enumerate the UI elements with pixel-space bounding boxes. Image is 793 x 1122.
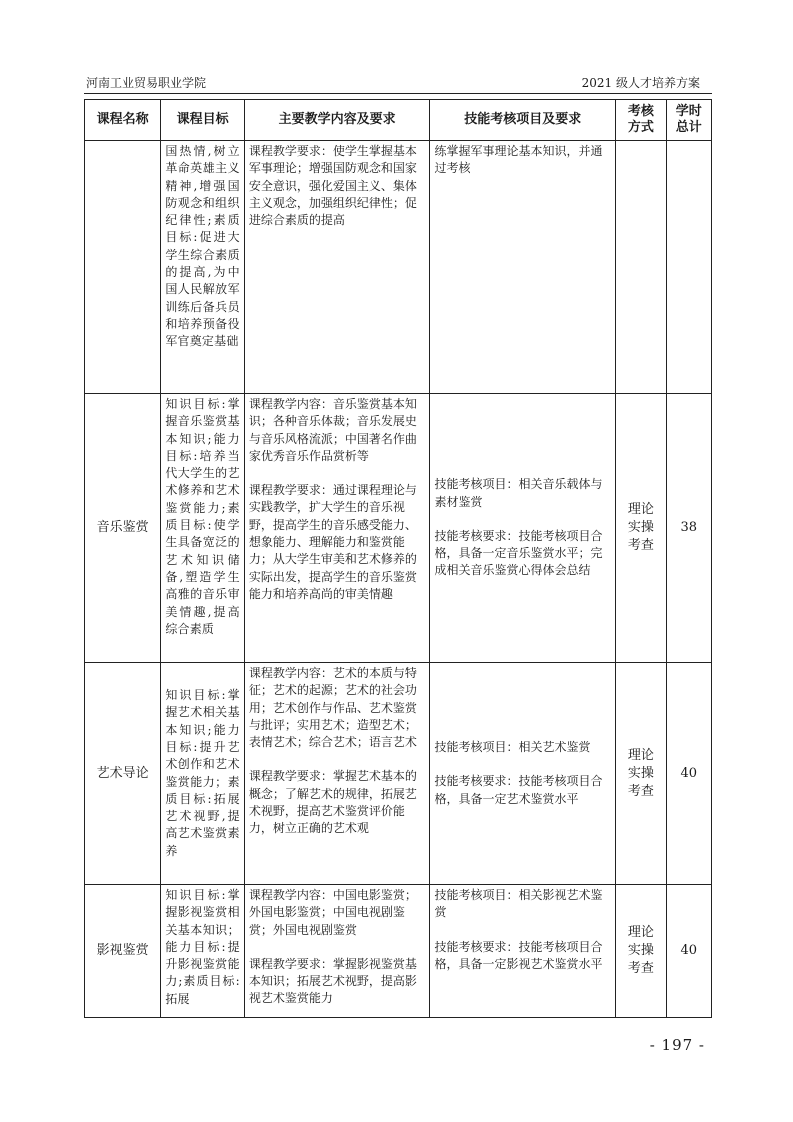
- content-requirement: 课程教学要求：掌握艺术基本的概念；了解艺术的规律，拓展艺术视野，提高艺术鉴赏评价能力，树立正确的艺术观: [248, 769, 417, 836]
- skill-assessment: [430, 141, 616, 394]
- header-course-goal: 课程目标: [161, 100, 245, 141]
- mode-practice: 实操: [627, 520, 654, 535]
- total-hours: [666, 141, 711, 394]
- assessment-mode: [616, 663, 667, 885]
- header-institution: 河南工业贸易职业学院: [86, 76, 207, 90]
- course-goal: 知识目标:掌握音乐鉴赏基本知识;能力目标:培养当代大学生的艺术修养和艺术鉴赏能力;素质目标:使学生具备宽泛的艺术知识储备,塑造学生高雅的音乐审美情趣,提高综合素质: [161, 394, 245, 663]
- skill-project: 技能考核项目：相关影视艺术鉴赏: [434, 888, 603, 920]
- skill-project: 技能考核项目：相关音乐载体与素材鉴赏: [434, 477, 603, 509]
- assessment-mode: [616, 885, 667, 1018]
- page-number: - 197 -: [649, 1036, 705, 1054]
- mode-exam: 考查: [627, 961, 654, 976]
- course-name: 艺术导论: [85, 663, 161, 885]
- course-name: [85, 141, 161, 394]
- table-header-row: [85, 100, 712, 141]
- mode-theory: 理论: [627, 502, 654, 517]
- table-row: [85, 141, 712, 394]
- header-total-hours: [666, 100, 711, 141]
- skill-assessment: [430, 885, 616, 1018]
- course-goal: 国热情,树立革命英雄主义精神,增强国防观念和组织纪律性;素质目标:促进大学生综合素质的提高,为中国人民解放军训练后备兵员和培养预备役军官奠定基础: [161, 141, 245, 394]
- skill-project: 技能考核项目：相关艺术鉴赏: [434, 740, 591, 755]
- course-goal: 知识目标:掌握影视鉴赏相关基本知识；能力目标:提升影视鉴赏能力;素质目标:拓展: [161, 885, 245, 1018]
- header-course-name: 课程名称: [85, 100, 161, 141]
- mode-practice: 实操: [627, 765, 654, 781]
- mode-theory: 理论: [627, 925, 654, 940]
- teaching-content: [244, 885, 430, 1018]
- content-topics: 课程教学内容：音乐鉴赏基本知识；各种音乐体裁；音乐发展史与音乐风格流派；中国著名作曲家优秀音乐作品赏析等: [248, 397, 417, 463]
- header-mode-line1: 考核: [627, 104, 654, 119]
- mode-exam: 考查: [627, 783, 654, 799]
- total-hours: 38: [666, 394, 711, 663]
- teaching-content: [244, 394, 430, 663]
- mode-practice: 实操: [627, 943, 654, 958]
- header-hours-line2: 总计: [675, 120, 702, 135]
- content-requirement: 课程教学要求：通过课程理论与实践教学，扩大学生的音乐视野，提高学生的音乐感受能力、想象能力、理解能力和鉴赏能力；从大学生审美和艺术修养的实际出发，提高学生的音乐鉴赏能力和培养高尚的审美情趣: [248, 483, 417, 601]
- mode-theory: 理论: [627, 747, 654, 763]
- assessment-mode: [616, 394, 667, 663]
- header-divider: [84, 93, 712, 94]
- table-row: [85, 394, 712, 663]
- header-mode-line2: 方式: [627, 120, 654, 135]
- skill-requirement: 技能考核要求：技能考核项目合格，具备一定影视艺术鉴赏水平: [434, 939, 603, 971]
- content-topics: 课程教学内容：中国电影鉴赏；外国电影鉴赏；中国电视剧鉴赏；外国电视剧鉴赏: [248, 888, 417, 937]
- content-requirement: 课程教学要求：掌握影视鉴赏基本知识；拓展艺术视野，提高影视艺术鉴赏能力: [248, 956, 417, 1006]
- skill-assessment: [430, 663, 616, 885]
- total-hours: 40: [666, 885, 711, 1018]
- header-document-title: 2021 级人才培养方案: [581, 76, 700, 90]
- skill-assessment: [430, 394, 616, 663]
- course-name: 影视鉴赏: [85, 885, 161, 1018]
- header-skill-assessment: 技能考核项目及要求: [430, 100, 616, 141]
- skill-text: 练掌握军事理论基本知识，并通过考核: [434, 144, 603, 176]
- course-name: 音乐鉴赏: [85, 394, 161, 663]
- course-goal: 知识目标:掌握艺术相关基本知识;能力目标:提升艺术创作和艺术鉴赏能力；素质目标:拓展艺术视野,提高艺术鉴赏素养: [161, 663, 245, 885]
- teaching-content: [244, 141, 430, 394]
- content-topics: 课程教学内容：艺术的本质与特征；艺术的起源；艺术的社会功用；艺术创作与作品、艺术鉴赏与批评；实用艺术；造型艺术；表情艺术；综合艺术；语言艺术: [248, 666, 417, 750]
- content-requirement: 课程教学要求：使学生掌握基本军事理论；增强国防观念和国家安全意识，强化爱国主义、集体主义观念，加强组织纪律性；促进综合素质的提高: [248, 144, 417, 228]
- header-hours-line1: 学时: [675, 104, 702, 119]
- teaching-content: [244, 663, 430, 885]
- table-row: [85, 885, 712, 1018]
- assessment-mode: [616, 141, 667, 394]
- course-table: [84, 99, 712, 1018]
- header-teaching-content: 主要教学内容及要求: [244, 100, 430, 141]
- mode-exam: 考查: [627, 538, 654, 553]
- skill-requirement: 技能考核要求：技能考核项目合格，具备一定艺术鉴赏水平: [434, 774, 603, 806]
- total-hours: 40: [666, 663, 711, 885]
- skill-requirement: 技能考核要求：技能考核项目合格，具备一定音乐鉴赏水平；完成相关音乐鉴赏心得体会总结: [434, 528, 603, 578]
- header-assessment-mode: [616, 100, 667, 141]
- table-row: [85, 663, 712, 885]
